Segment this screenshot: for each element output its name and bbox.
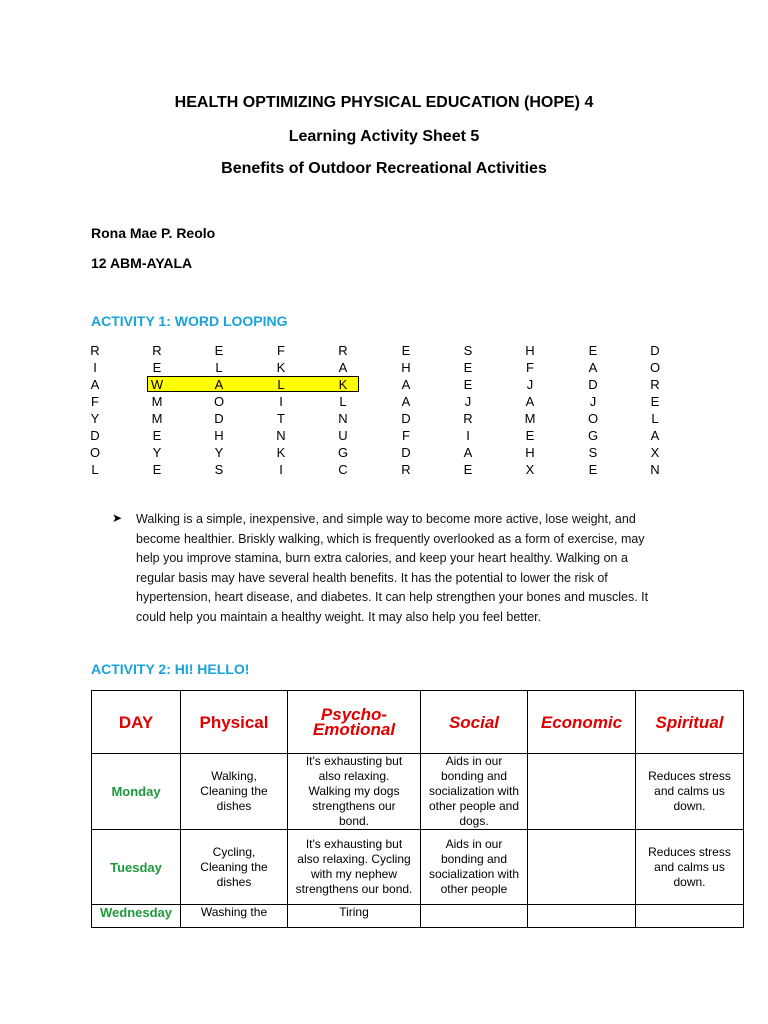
grid-letter: N [276, 428, 286, 443]
grid-letter: G [587, 428, 599, 443]
table-row [92, 905, 744, 928]
grid-letter: M [524, 411, 536, 426]
grid-letter: E [463, 377, 473, 392]
grid-letter: A [401, 394, 411, 409]
day-cell: Wednesday [92, 905, 181, 928]
grid-letter: D [401, 445, 411, 460]
grid-letter: H [525, 445, 535, 460]
activity1-heading: ACTIVITY 1: WORD LOOPING [91, 313, 288, 329]
grid-letter: X [525, 462, 535, 477]
explanation-paragraph: Walking is a simple, inexpensive, and simple way to become more active, lose weight, and become healthier. Briskly walking, which is frequently overlooked as a form of exercise, may help you improve stamina, burn extra calories, and keep your heart healthy. Walking on a regular basis may have several health benefits. It has the potential to lower the risk of hypertension, heart disease, and diabetes. It can help strengthen your bones and muscles. It could help you maintain a healthy weight. It may also help you feel better. [136, 512, 649, 624]
social-cell [421, 905, 528, 928]
grid-letter: E [588, 343, 598, 358]
spiritual-cell: Reduces stress and calms us down. [636, 830, 744, 905]
day-cell: Tuesday [92, 830, 181, 905]
grid-letter: O [587, 411, 599, 426]
grid-letter: L [91, 462, 99, 477]
grid-letter: A [90, 377, 100, 392]
grid-letter: R [650, 377, 660, 392]
day-cell: Monday [92, 754, 181, 830]
grid-letter: E [525, 428, 535, 443]
grid-letter: H [401, 360, 411, 375]
physical-cell: Walking, Cleaning the dishes [181, 754, 288, 830]
grid-letter: K [276, 360, 286, 375]
word-search-grid [0, 0, 768, 480]
social-cell: Aids in our bonding and socialization with other people [421, 830, 528, 905]
grid-letter: L [651, 411, 659, 426]
grid-letter: R [401, 462, 411, 477]
grid-letter: L [277, 377, 285, 392]
grid-letter: Y [90, 411, 100, 426]
col-psycho-emotional: Psycho-Emotional [288, 691, 421, 754]
grid-letter: D [90, 428, 100, 443]
grid-letter: A [401, 377, 411, 392]
grid-letter: H [525, 343, 535, 358]
grid-letter: D [650, 343, 660, 358]
grid-letter: L [215, 360, 223, 375]
grid-letter: M [151, 411, 163, 426]
grid-letter: K [276, 445, 286, 460]
grid-letter: A [338, 360, 348, 375]
grid-letter: O [649, 360, 661, 375]
grid-letter: S [214, 462, 224, 477]
grid-letter: H [214, 428, 224, 443]
grid-letter: D [214, 411, 224, 426]
grid-letter: S [588, 445, 598, 460]
grid-letter: F [277, 343, 285, 358]
table-row [92, 830, 744, 905]
grid-letter: K [338, 377, 348, 392]
grid-letter: R [152, 343, 162, 358]
col-economic: Economic [528, 691, 636, 754]
grid-letter: O [89, 445, 101, 460]
grid-letter: E [401, 343, 411, 358]
grid-letter: T [277, 411, 285, 426]
physical-cell: Cycling, Cleaning the dishes [181, 830, 288, 905]
grid-letter: E [463, 462, 473, 477]
grid-letter: G [337, 445, 349, 460]
table-header-row [92, 691, 744, 754]
grid-letter: R [90, 343, 100, 358]
document-subtitle: Learning Activity Sheet 5 [288, 128, 480, 145]
grid-letter: E [463, 360, 473, 375]
table-row [92, 754, 744, 830]
grid-letter: E [152, 462, 162, 477]
psycho-cell: It's exhausting but also relaxing. Cycling with my nephew strengthens our bond. [288, 830, 421, 905]
highlighted-word-walk [147, 376, 359, 392]
grid-letter: N [338, 411, 348, 426]
grid-letter: F [526, 360, 534, 375]
grid-letter: S [463, 343, 473, 358]
grid-letter: R [338, 343, 348, 358]
arrow-bullet-icon: ➤ [112, 511, 123, 525]
social-cell: Aids in our bonding and socialization with other people and dogs. [421, 754, 528, 830]
economic-cell [528, 830, 636, 905]
grid-letter: A [463, 445, 473, 460]
grid-letter: A [650, 428, 660, 443]
grid-letter: J [464, 394, 472, 409]
benefits-table [91, 690, 744, 928]
grid-letter: J [589, 394, 597, 409]
spiritual-cell [636, 905, 744, 928]
grid-letter: C [338, 462, 348, 477]
physical-cell: Washing the [181, 905, 288, 928]
grid-letter: F [91, 394, 99, 409]
grid-letter: J [526, 377, 534, 392]
grid-letter: O [213, 394, 225, 409]
grid-letter: E [152, 428, 162, 443]
grid-letter: N [650, 462, 660, 477]
psycho-cell: Tiring [288, 905, 421, 928]
psycho-cell: It's exhausting but also relaxing. Walking my dogs strengthens our bond. [288, 754, 421, 830]
grid-letter: A [525, 394, 535, 409]
grid-letter: U [338, 428, 348, 443]
economic-cell [528, 754, 636, 830]
grid-letter: E [152, 360, 162, 375]
grid-letter: A [214, 377, 224, 392]
col-day: DAY [92, 691, 181, 754]
grid-letter: X [650, 445, 660, 460]
col-physical: Physical [181, 691, 288, 754]
grid-letter: I [279, 462, 283, 477]
col-spiritual: Spiritual [636, 691, 744, 754]
grid-letter: D [588, 377, 598, 392]
grid-letter: W [150, 377, 164, 392]
grid-letter: E [588, 462, 598, 477]
col-social: Social [421, 691, 528, 754]
student-name: Rona Mae P. Reolo [91, 225, 216, 241]
grid-letter: M [151, 394, 163, 409]
grid-letter: L [339, 394, 347, 409]
grid-letter: E [650, 394, 660, 409]
student-section: 12 ABM-AYALA [91, 255, 193, 271]
grid-letter: Y [152, 445, 162, 460]
activity2-heading: ACTIVITY 2: HI! HELLO! [91, 661, 250, 677]
grid-letter: A [588, 360, 598, 375]
grid-letter: D [401, 411, 411, 426]
grid-letter: R [463, 411, 473, 426]
document-title: HEALTH OPTIMIZING PHYSICAL EDUCATION (HOPE) 4 [174, 94, 594, 111]
grid-letter: I [466, 428, 470, 443]
grid-letter: Y [214, 445, 224, 460]
economic-cell [528, 905, 636, 928]
grid-letter: F [402, 428, 410, 443]
grid-letter: I [93, 360, 97, 375]
spiritual-cell: Reduces stress and calms us down. [636, 754, 744, 830]
grid-letter: I [279, 394, 283, 409]
document-topic: Benefits of Outdoor Recreational Activities [221, 160, 547, 177]
grid-letter: E [214, 343, 224, 358]
